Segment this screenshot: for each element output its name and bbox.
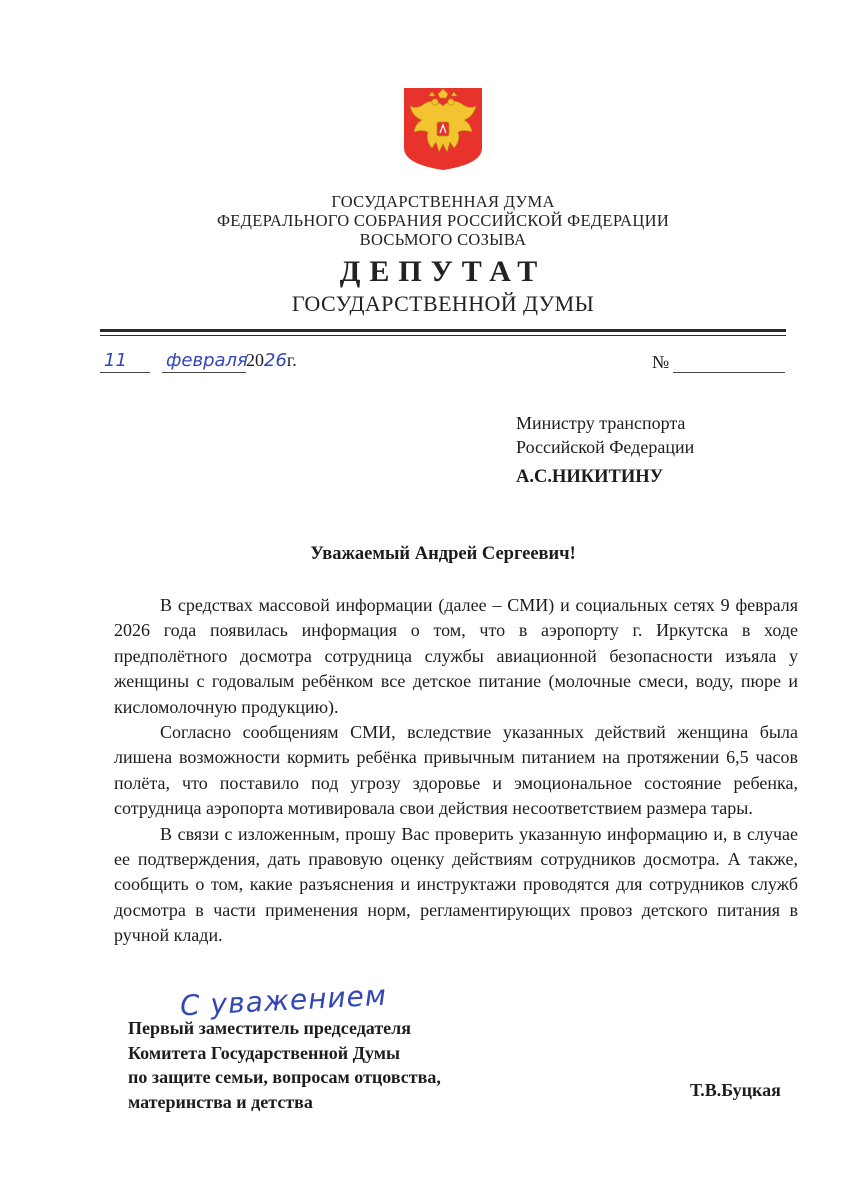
header-rule-thin [100, 335, 786, 336]
signature-title-line-1: Первый заместитель председателя [128, 1018, 412, 1038]
handwritten-regards: С уважением [179, 978, 388, 1023]
header-rule-thick [100, 329, 786, 332]
signature-title-line-3: по защите семьи, вопросам отцовства, [128, 1067, 441, 1087]
header-line-3: ВОСЬМОГО СОЗЫВА [359, 230, 527, 249]
date-year-suffix: 26 [264, 350, 287, 371]
signatory-name: Т.В.Буцкая [690, 1080, 781, 1100]
body-paragraph-1: В средствах массовой информации (далее – СМИ) и социальных сетях 9 февраля 2026 года появилась информация о том, что в аэропорту г. Иркутска в ходе предполётного досмотра сотрудница службы авиационной безопасности изъяла у женщины с годовалым ребёнком все детское питание (молочные смеси, воду, пюре и кисломолочную продукцию). [114, 595, 798, 717]
letter-body [114, 593, 798, 949]
letterhead-subtitle: ГОСУДАРСТВЕННОЙ ДУМЫ [291, 291, 595, 316]
signature-title-line-2: Комитета Государственной Думы [128, 1042, 401, 1063]
addressee-line-2: Российской Федерации [516, 437, 695, 457]
date-month: февраля [162, 350, 246, 373]
date-year-prefix: 20 [246, 350, 264, 370]
date-year-mark: г. [286, 350, 297, 370]
addressee-line-1: Министру транспорта [516, 413, 686, 433]
number-blank-line [673, 358, 785, 373]
body-paragraph-2: Согласно сообщениям СМИ, вследствие указанных действий женщина была лишена возможности кормить ребёнка привычным питанием на протяжении 6,5 часов полёта, что поставило под угрозу здоровье и эмоциональное состояние ребенка, сотрудница аэропорта мотивировала свои действия несоответствием размера тары. [114, 722, 798, 819]
document-number-field [652, 352, 785, 373]
addressee-name: А.С.НИКИТИНУ [516, 467, 664, 487]
header-line-2: ФЕДЕРАЛЬНОГО СОБРАНИЯ РОССИЙСКОЙ ФЕДЕРАЦИИ [216, 211, 670, 230]
salutation: Уважаемый Андрей Сергеевич! [310, 544, 576, 564]
letterhead-title: ДЕПУТАТ [339, 255, 547, 288]
date-day: 11 [100, 350, 150, 373]
coat-of-arms-emblem [402, 86, 484, 172]
header-line-1: ГОСУДАРСТВЕННАЯ ДУМА [331, 192, 555, 211]
number-label: № [652, 352, 670, 372]
signature-title-line-4: материнства и детства [128, 1091, 313, 1112]
signature-block [128, 1016, 441, 1114]
body-paragraph-3: В связи с изложенным, прошу Вас проверить указанную информацию и, в случае ее подтверждения, дать правовую оценку действиям сотрудников досмотра. А также, сообщить о том, какие разъяснения и инструктажи проводятся для сотрудников служб досмотра в части применения норм, регламентирующих провоз детского питания в ручной клади. [114, 823, 798, 946]
date-field [100, 350, 297, 373]
